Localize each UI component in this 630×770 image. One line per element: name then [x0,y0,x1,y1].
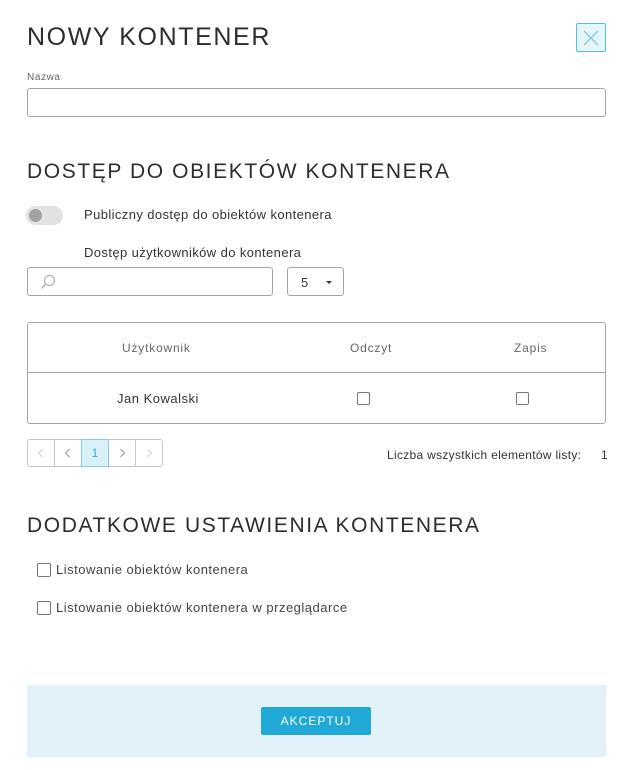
chevron-left-icon [63,448,73,458]
user-access-table [27,322,606,424]
toggle-knob [29,209,42,222]
first-page-button[interactable] [27,439,55,467]
access-section-title: DOSTĘP DO OBIEKTÓW KONTENERA [27,160,451,183]
name-input[interactable] [27,88,606,117]
dialog-footer [27,685,606,757]
list-objects-checkbox[interactable] [37,563,51,577]
column-header-read: Odczyt [350,341,393,355]
list-objects-browser-label: Listowanie obiektów kontenera w przeglądarce [56,600,348,615]
prev-page-button[interactable] [54,439,82,467]
column-header-user: Użytkownik [122,341,191,355]
dialog-title: NOWY KONTENER [27,23,271,51]
user-access-label: Dostęp użytkowników do kontenera [84,245,302,260]
user-search-box[interactable] [27,267,273,296]
public-access-label: Publiczny dostęp do obiektów kontenera [84,207,332,222]
total-count-label: Liczba wszystkich elementów listy: [387,448,582,462]
close-icon [583,30,599,46]
list-objects-label: Listowanie obiektów kontenera [56,562,249,577]
read-checkbox[interactable] [357,392,370,405]
list-objects-browser-checkbox[interactable] [37,601,51,615]
total-count-value: 1 [601,448,608,462]
name-label: Nazwa [27,72,61,83]
search-icon [40,274,56,290]
page-size-select[interactable] [287,267,344,296]
close-button[interactable] [576,23,606,52]
last-page-button[interactable] [135,439,163,467]
caret-down-icon [326,281,332,284]
chevron-right-icon [117,448,127,458]
pagination [27,439,163,467]
first-page-icon [36,448,46,458]
extra-settings-title: DODATKOWE USTAWIENIA KONTENERA [27,514,481,537]
accept-button[interactable]: AKCEPTUJ [261,707,371,735]
row-user-name: Jan Kowalski [117,391,199,406]
table-header [28,323,605,373]
page-button-1[interactable]: 1 [81,439,109,467]
column-header-write: Zapis [514,341,548,355]
public-access-toggle[interactable] [26,206,63,225]
user-search-input[interactable] [62,270,267,293]
page-size-value: 5 [301,275,309,290]
last-page-icon [144,448,154,458]
next-page-button[interactable] [108,439,136,467]
write-checkbox[interactable] [516,392,529,405]
